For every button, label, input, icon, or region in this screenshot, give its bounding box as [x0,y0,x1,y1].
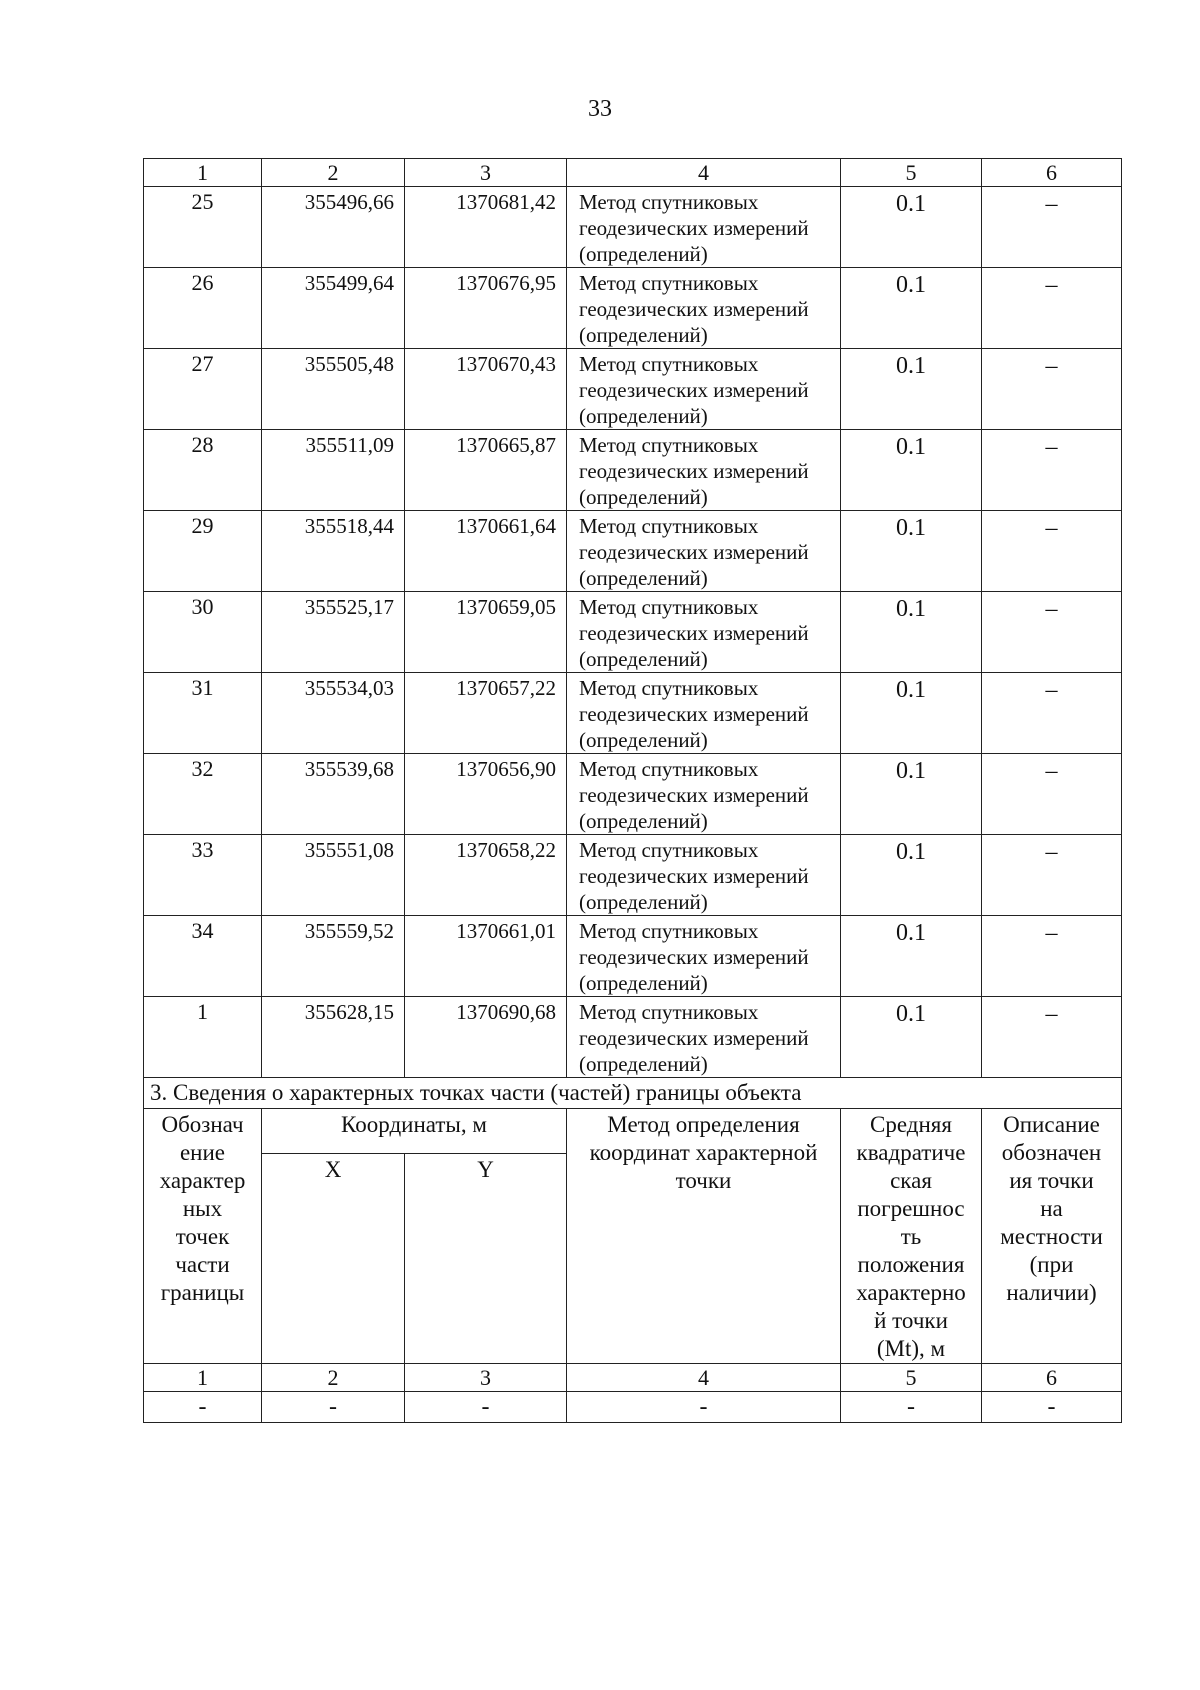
column-number: 5 [841,159,982,187]
method: Метод спутниковых геодезических измерений (определений) [567,187,841,268]
column-number: 6 [982,159,1122,187]
header-description: Описание обозначен ия точки на местности (при наличии) [982,1109,1122,1364]
coordinate-y: 1370670,43 [405,349,567,430]
empty-cell: - [262,1392,405,1423]
table-row [144,187,1122,268]
method: Метод спутниковых геодезических измерений (определений) [567,349,841,430]
section-empty-row [144,1392,1122,1423]
page-number: 33 [588,96,612,122]
method: Метод спутниковых геодезических измерений (определений) [567,916,841,997]
point-number: 28 [144,430,262,511]
accuracy: 0.1 [841,430,982,511]
column-number: 2 [262,159,405,187]
column-number: 6 [982,1364,1122,1392]
section-column-number-row [144,1364,1122,1392]
accuracy: 0.1 [841,187,982,268]
header-x: X [262,1154,405,1364]
coordinate-x: 355534,03 [262,673,405,754]
coordinate-x: 355499,64 [262,268,405,349]
table-row [144,916,1122,997]
accuracy: 0.1 [841,835,982,916]
header-designation: Обознач ение характер ных точек части границы [144,1109,262,1364]
table-row [144,511,1122,592]
column-number: 4 [567,159,841,187]
column-number: 1 [144,1364,262,1392]
coordinate-y: 1370657,22 [405,673,567,754]
point-description: – [982,997,1122,1078]
accuracy: 0.1 [841,673,982,754]
point-description: – [982,835,1122,916]
point-description: – [982,511,1122,592]
point-description: – [982,754,1122,835]
coordinate-y: 1370676,95 [405,268,567,349]
method: Метод спутниковых геодезических измерений (определений) [567,268,841,349]
point-number: 30 [144,592,262,673]
coordinate-x: 355539,68 [262,754,405,835]
table-row [144,835,1122,916]
point-number: 33 [144,835,262,916]
point-description: – [982,916,1122,997]
accuracy: 0.1 [841,997,982,1078]
coordinate-y: 1370665,87 [405,430,567,511]
column-number: 1 [144,159,262,187]
section-title-row [144,1078,1122,1109]
point-number: 25 [144,187,262,268]
coordinate-x: 355496,66 [262,187,405,268]
column-number: 2 [262,1364,405,1392]
point-description: – [982,430,1122,511]
point-description: – [982,187,1122,268]
table-row [144,592,1122,673]
method: Метод спутниковых геодезических измерений (определений) [567,592,841,673]
table-row [144,349,1122,430]
table-row [144,754,1122,835]
coordinate-y: 1370661,01 [405,916,567,997]
table-row [144,997,1122,1078]
method: Метод спутниковых геодезических измерений (определений) [567,997,841,1078]
coordinate-x: 355628,15 [262,997,405,1078]
table-row [144,268,1122,349]
header-y: Y [405,1154,567,1364]
accuracy: 0.1 [841,511,982,592]
accuracy: 0.1 [841,349,982,430]
coordinate-x: 355518,44 [262,511,405,592]
method: Метод спутниковых геодезических измерений (определений) [567,673,841,754]
coordinate-y: 1370659,05 [405,592,567,673]
coordinate-y: 1370656,90 [405,754,567,835]
point-description: – [982,592,1122,673]
header-method: Метод определения координат характерной точки [567,1109,841,1364]
column-number-row [144,159,1122,187]
empty-cell: - [144,1392,262,1423]
empty-cell: - [841,1392,982,1423]
method: Метод спутниковых геодезических измерений (определений) [567,511,841,592]
accuracy: 0.1 [841,916,982,997]
point-number: 32 [144,754,262,835]
column-number: 5 [841,1364,982,1392]
coordinate-x: 355559,52 [262,916,405,997]
point-number: 31 [144,673,262,754]
method: Метод спутниковых геодезических измерений (определений) [567,430,841,511]
coordinate-y: 1370661,64 [405,511,567,592]
column-number: 3 [405,159,567,187]
column-number: 4 [567,1364,841,1392]
coordinates-table [143,158,1122,1423]
point-number: 27 [144,349,262,430]
method: Метод спутниковых геодезических измерений (определений) [567,835,841,916]
coordinate-x: 355525,17 [262,592,405,673]
point-description: – [982,268,1122,349]
point-description: – [982,349,1122,430]
header-coordinates: Координаты, м [262,1109,567,1154]
coordinate-x: 355511,09 [262,430,405,511]
empty-cell: - [405,1392,567,1423]
coordinate-y: 1370690,68 [405,997,567,1078]
column-number: 3 [405,1364,567,1392]
point-number: 29 [144,511,262,592]
coordinate-y: 1370658,22 [405,835,567,916]
coordinate-x: 355505,48 [262,349,405,430]
method: Метод спутниковых геодезических измерений (определений) [567,754,841,835]
header-accuracy: Средняя квадратиче ская погрешнос ть положения характерно й точки (Mt), м [841,1109,982,1364]
empty-cell: - [567,1392,841,1423]
table-row [144,430,1122,511]
point-number: 26 [144,268,262,349]
section-title: 3. Сведения о характерных точках части (частей) границы объекта [144,1078,1122,1109]
point-description: – [982,673,1122,754]
coordinate-y: 1370681,42 [405,187,567,268]
accuracy: 0.1 [841,592,982,673]
empty-cell: - [982,1392,1122,1423]
section-header-row [144,1109,1122,1154]
accuracy: 0.1 [841,754,982,835]
accuracy: 0.1 [841,268,982,349]
table-row [144,673,1122,754]
point-number: 1 [144,997,262,1078]
coordinate-x: 355551,08 [262,835,405,916]
point-number: 34 [144,916,262,997]
